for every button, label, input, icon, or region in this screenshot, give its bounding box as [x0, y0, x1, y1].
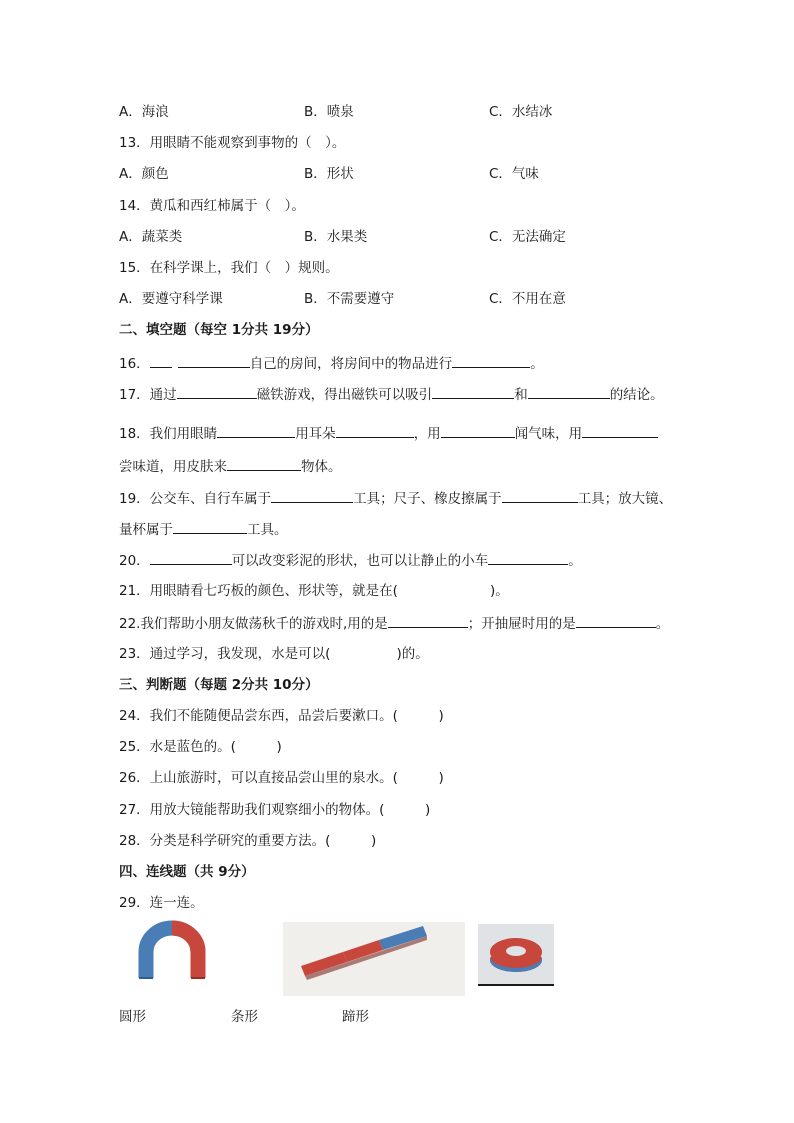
q16-blank-1b [178, 353, 250, 368]
q23-text-0: 23．通过学习，我发现，水是可以( [119, 646, 331, 662]
q20-text-2: 。 [568, 553, 582, 569]
q14-option-a: A．蔬菜类 [119, 229, 183, 245]
q13-stem: 13．用眼睛不能观察到事物的（ ）。 [119, 135, 346, 151]
q19-blank-3 [173, 519, 247, 534]
horseshoe-magnet-image [130, 920, 214, 988]
q12-option-a: A．海浪 [119, 104, 169, 120]
bar-magnet-image [283, 922, 465, 996]
q18-text-5: 物体。 [301, 459, 342, 475]
ring-magnet-hole [506, 946, 526, 956]
q14-option-b: B．水果类 [304, 229, 368, 245]
q18-text-2: ，用 [413, 426, 441, 442]
q15-stem: 15．在科学课上，我们（ ）规则。 [119, 260, 339, 276]
q21 [119, 582, 509, 600]
q18-blank-2 [336, 423, 414, 438]
q17-text-0: 17．通过 [119, 387, 177, 403]
q19-text-1: 工具；尺子、橡皮擦属于 [353, 491, 502, 507]
q17-text-2: 和 [514, 387, 528, 403]
q18-text-4: 尝味道，用皮肤来 [119, 459, 227, 475]
q17-blank-3 [528, 384, 610, 399]
caption-circle: 圆形 [119, 1009, 146, 1025]
q23 [119, 645, 429, 663]
q18-blank-3 [441, 423, 515, 438]
q16-blank-1a [150, 353, 172, 368]
ring-magnet-image [478, 924, 554, 986]
q28: 28．分类是科学研究的重要方法。( ) [119, 833, 377, 849]
q29-stem: 29．连一连。 [119, 895, 204, 911]
q13-option-c: C．气味 [489, 166, 539, 182]
q20-text-1: 可以改变彩泥的形状，也可以让静止的小车 [231, 553, 489, 569]
q18-text-3: 闻气味，用 [514, 426, 583, 442]
q15-option-c: C．不用在意 [489, 291, 566, 307]
q18-blank-4 [582, 423, 658, 438]
q19-text-0: 19．公交车、自行车属于 [119, 491, 272, 507]
q18-blank-1 [217, 423, 295, 438]
q20-blank-2 [488, 550, 568, 565]
q27: 27．用放大镜能帮助我们观察细小的物体。( ) [119, 802, 431, 818]
caption-bar: 条形 [231, 1009, 258, 1025]
q22-text-1: ；开抽屉时用的是 [467, 616, 576, 632]
q17-blank-1 [177, 384, 257, 399]
q12-option-c: C．水结冰 [489, 104, 553, 120]
q26: 26．上山旅游时，可以直接品尝山里的泉水。( ) [119, 770, 444, 786]
q18-blank-5 [227, 456, 301, 471]
bar-magnet-background [283, 922, 465, 996]
q24: 24．我们不能随便品尝东西，品尝后要漱口。( ) [119, 708, 444, 724]
q15-option-b: B．不需要遵守 [304, 291, 395, 307]
caption-horseshoe: 蹄形 [342, 1009, 369, 1025]
q13-option-a: A．颜色 [119, 166, 169, 182]
q20-text-0: 20． [119, 553, 150, 569]
q19-line-2 [119, 519, 288, 539]
q21-text-1: )。 [489, 583, 509, 599]
q16-text-1: 自己的房间，将房间中的物品进行 [249, 356, 453, 372]
q19-blank-1 [271, 488, 353, 503]
q18-text-1: 用耳朵 [295, 426, 336, 442]
horseshoe-red-arm [172, 928, 198, 978]
q18-line-2 [119, 456, 342, 476]
q17-text-3: 的结论。 [609, 387, 664, 403]
q19-blank-2 [502, 488, 578, 503]
q19-text-4: 工具。 [247, 522, 288, 538]
q16-text-2: 。 [530, 356, 544, 372]
q17 [119, 384, 664, 404]
q16 [119, 353, 544, 373]
q12-option-b: B．喷泉 [304, 104, 354, 120]
q22-blank-2 [576, 613, 656, 628]
q19-line-1 [119, 488, 672, 508]
q25: 25．水是蓝色的。( ) [119, 739, 282, 755]
section-2-heading: 二、填空题（每空 1分共 19分） [119, 322, 319, 338]
q19-text-2: 工具；放大镜、 [577, 491, 673, 507]
section-3-heading: 三、判断题（每题 2分共 10分） [119, 677, 319, 693]
q19-text-3: 量杯属于 [119, 522, 173, 538]
q22-blank-1 [388, 613, 468, 628]
q20 [119, 550, 582, 570]
q22 [119, 613, 669, 633]
q15-option-a: A．要遵守科学课 [119, 291, 223, 307]
q22-text-2: 。 [655, 616, 670, 632]
q16-number: 16． [119, 356, 150, 372]
q23-text-1: )的。 [396, 646, 429, 662]
q22-text-0: 22.我们帮助小朋友做荡秋千的游戏时,用的是 [119, 616, 388, 632]
q18-line-1 [119, 423, 658, 443]
q14-stem: 14．黄瓜和西红柿属于（ ）。 [119, 198, 305, 214]
q14-option-c: C．无法确定 [489, 229, 566, 245]
q13-option-b: B．形状 [304, 166, 354, 182]
q16-blank-2 [452, 353, 530, 368]
q21-text-0: 21．用眼睛看七巧板的颜色、形状等，就是在( [119, 583, 398, 599]
section-4-heading: 四、连线题（共 9分） [119, 864, 255, 880]
q18-text-0: 18．我们用眼睛 [119, 426, 218, 442]
q17-text-1: 磁铁游戏，得出磁铁可以吸引 [256, 387, 433, 403]
q20-blank-1 [150, 550, 232, 565]
q17-blank-2 [432, 384, 514, 399]
